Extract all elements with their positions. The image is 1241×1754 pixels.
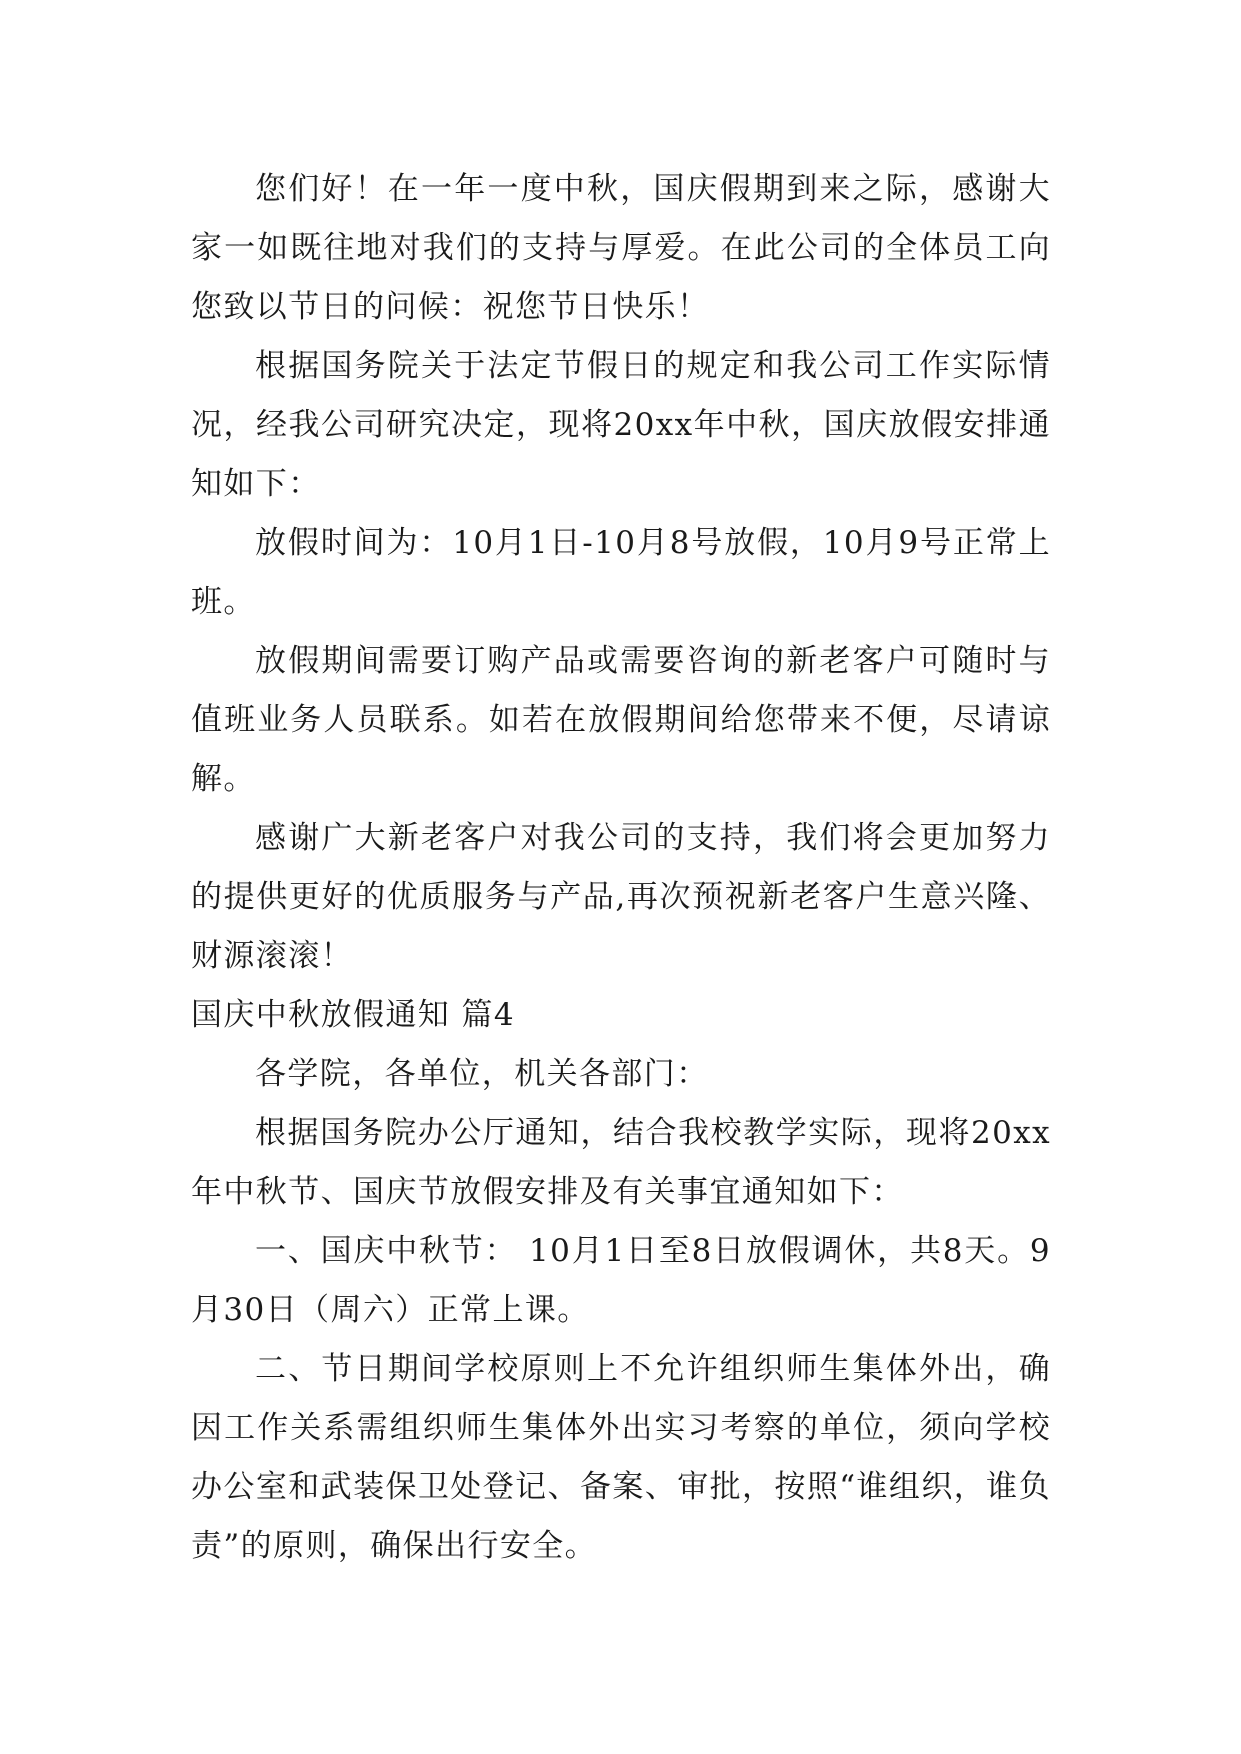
greeting-paragraph: 您们好！在一年一度中秋，国庆假期到来之际，感谢大家一如既往地对我们的支持与厚爱。在此公司的全体员工向您致以节日的问候：祝您节日快乐！	[191, 171, 1051, 325]
item-two-paragraph: 二、节日期间学校原则上不允许组织师生集体外出，确因工作关系需组织师生集体外出实习考察的单位，须向学校办公室和武装保卫处登记、备案、审批，按照“谁组织，谁负责”的原则，确保出行安全。	[191, 1351, 1051, 1564]
document-body	[191, 160, 1051, 1576]
section-heading: 国庆中秋放假通知 篇4	[191, 997, 515, 1033]
school-intro-paragraph: 根据国务院办公厅通知，结合我校教学实际，现将20xx年中秋节、国庆节放假安排及有关事宜通知如下：	[191, 1115, 1051, 1210]
holiday-time-paragraph: 放假时间为：10月1日-10月8号放假，10月9号正常上班。	[191, 525, 1051, 620]
thanks-paragraph: 感谢广大新老客户对我公司的支持，我们将会更加努力的提供更好的优质服务与产品,再次预祝新老客户生意兴隆、财源滚滚！	[191, 820, 1051, 974]
item-one-paragraph: 一、国庆中秋节： 10月1日至8日放假调休，共8天。9月30日（周六）正常上课。	[191, 1233, 1051, 1328]
notice-intro-paragraph: 根据国务院关于法定节假日的规定和我公司工作实际情况，经我公司研究决定，现将20xx年中秋，国庆放假安排通知如下：	[191, 348, 1051, 502]
contact-paragraph: 放假期间需要订购产品或需要咨询的新老客户可随时与值班业务人员联系。如若在放假期间给您带来不便，尽请谅解。	[191, 643, 1051, 797]
addressee-paragraph: 各学院，各单位，机关各部门：	[255, 1056, 709, 1092]
